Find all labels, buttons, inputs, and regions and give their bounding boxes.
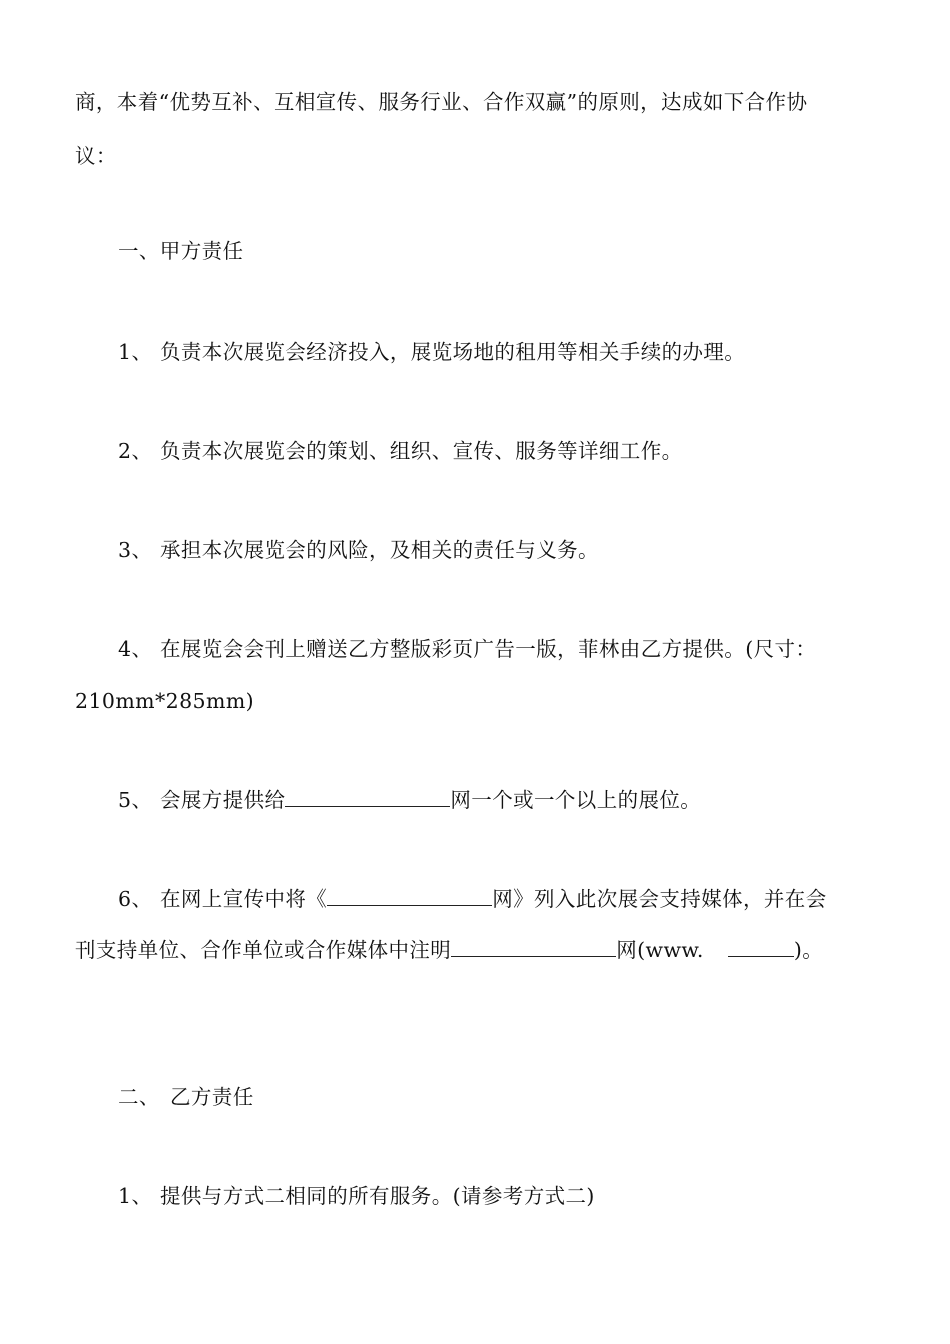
item-text: 在展览会会刊上赠送乙方整版彩页广告一版，菲林由乙方提供。(尺寸： — [160, 637, 817, 661]
fill-in-blank — [327, 885, 492, 906]
item-text: 网一个或一个以上的展位。 — [450, 788, 702, 812]
item-number: 6、 — [118, 887, 153, 911]
item-text: )。 — [793, 938, 824, 962]
item-text: 会展方提供给 — [160, 788, 286, 812]
item-text: 在网上宣传中将《 — [160, 887, 328, 911]
intro-line-1: 商，本着“优势互补、互相宣传、服务行业、合作双赢”的原则，达成如下合作协 — [75, 90, 808, 114]
heading-number: 二、 — [118, 1085, 160, 1109]
heading-text: 乙方责任 — [170, 1085, 254, 1109]
fill-in-blank — [285, 786, 450, 807]
section-1-item-4 — [118, 635, 816, 663]
section-1-item-3 — [118, 536, 599, 564]
fill-in-blank — [728, 936, 794, 957]
item-text: 负责本次展览会经济投入，展览场地的租用等相关手续的办理。 — [160, 340, 746, 364]
section-1-item-4-continuation: 210mm*285mm) — [75, 689, 255, 713]
item-number: 1、 — [118, 1184, 153, 1208]
item-number: 3、 — [118, 538, 153, 562]
item-text: 提供与方式二相同的所有服务。(请参考方式二) — [160, 1184, 595, 1208]
item-text: 网》列入此次展会支持媒体，并在会 — [492, 887, 827, 911]
section-1-item-6 — [118, 885, 827, 913]
item-text: 网(www. — [616, 938, 704, 962]
section-2-heading — [118, 1083, 254, 1111]
section-2-item-1 — [118, 1182, 595, 1210]
item-number: 5、 — [118, 788, 153, 812]
intro-line-2: 议： — [75, 144, 117, 168]
item-number: 2、 — [118, 439, 153, 463]
section-1-item-1 — [118, 338, 745, 366]
item-number: 4、 — [118, 637, 153, 661]
fill-in-blank — [451, 936, 616, 957]
section-1-item-2 — [118, 437, 683, 465]
item-number: 1、 — [118, 340, 153, 364]
section-1-heading: 一、甲方责任 — [118, 239, 244, 263]
item-text: 刊支持单位、合作单位或合作媒体中注明 — [75, 938, 452, 962]
section-1-item-5 — [118, 786, 701, 814]
item-text: 负责本次展览会的策划、组织、宣传、服务等详细工作。 — [160, 439, 683, 463]
item-text: 承担本次展览会的风险，及相关的责任与义务。 — [160, 538, 599, 562]
section-1-item-6-continuation — [75, 936, 823, 964]
